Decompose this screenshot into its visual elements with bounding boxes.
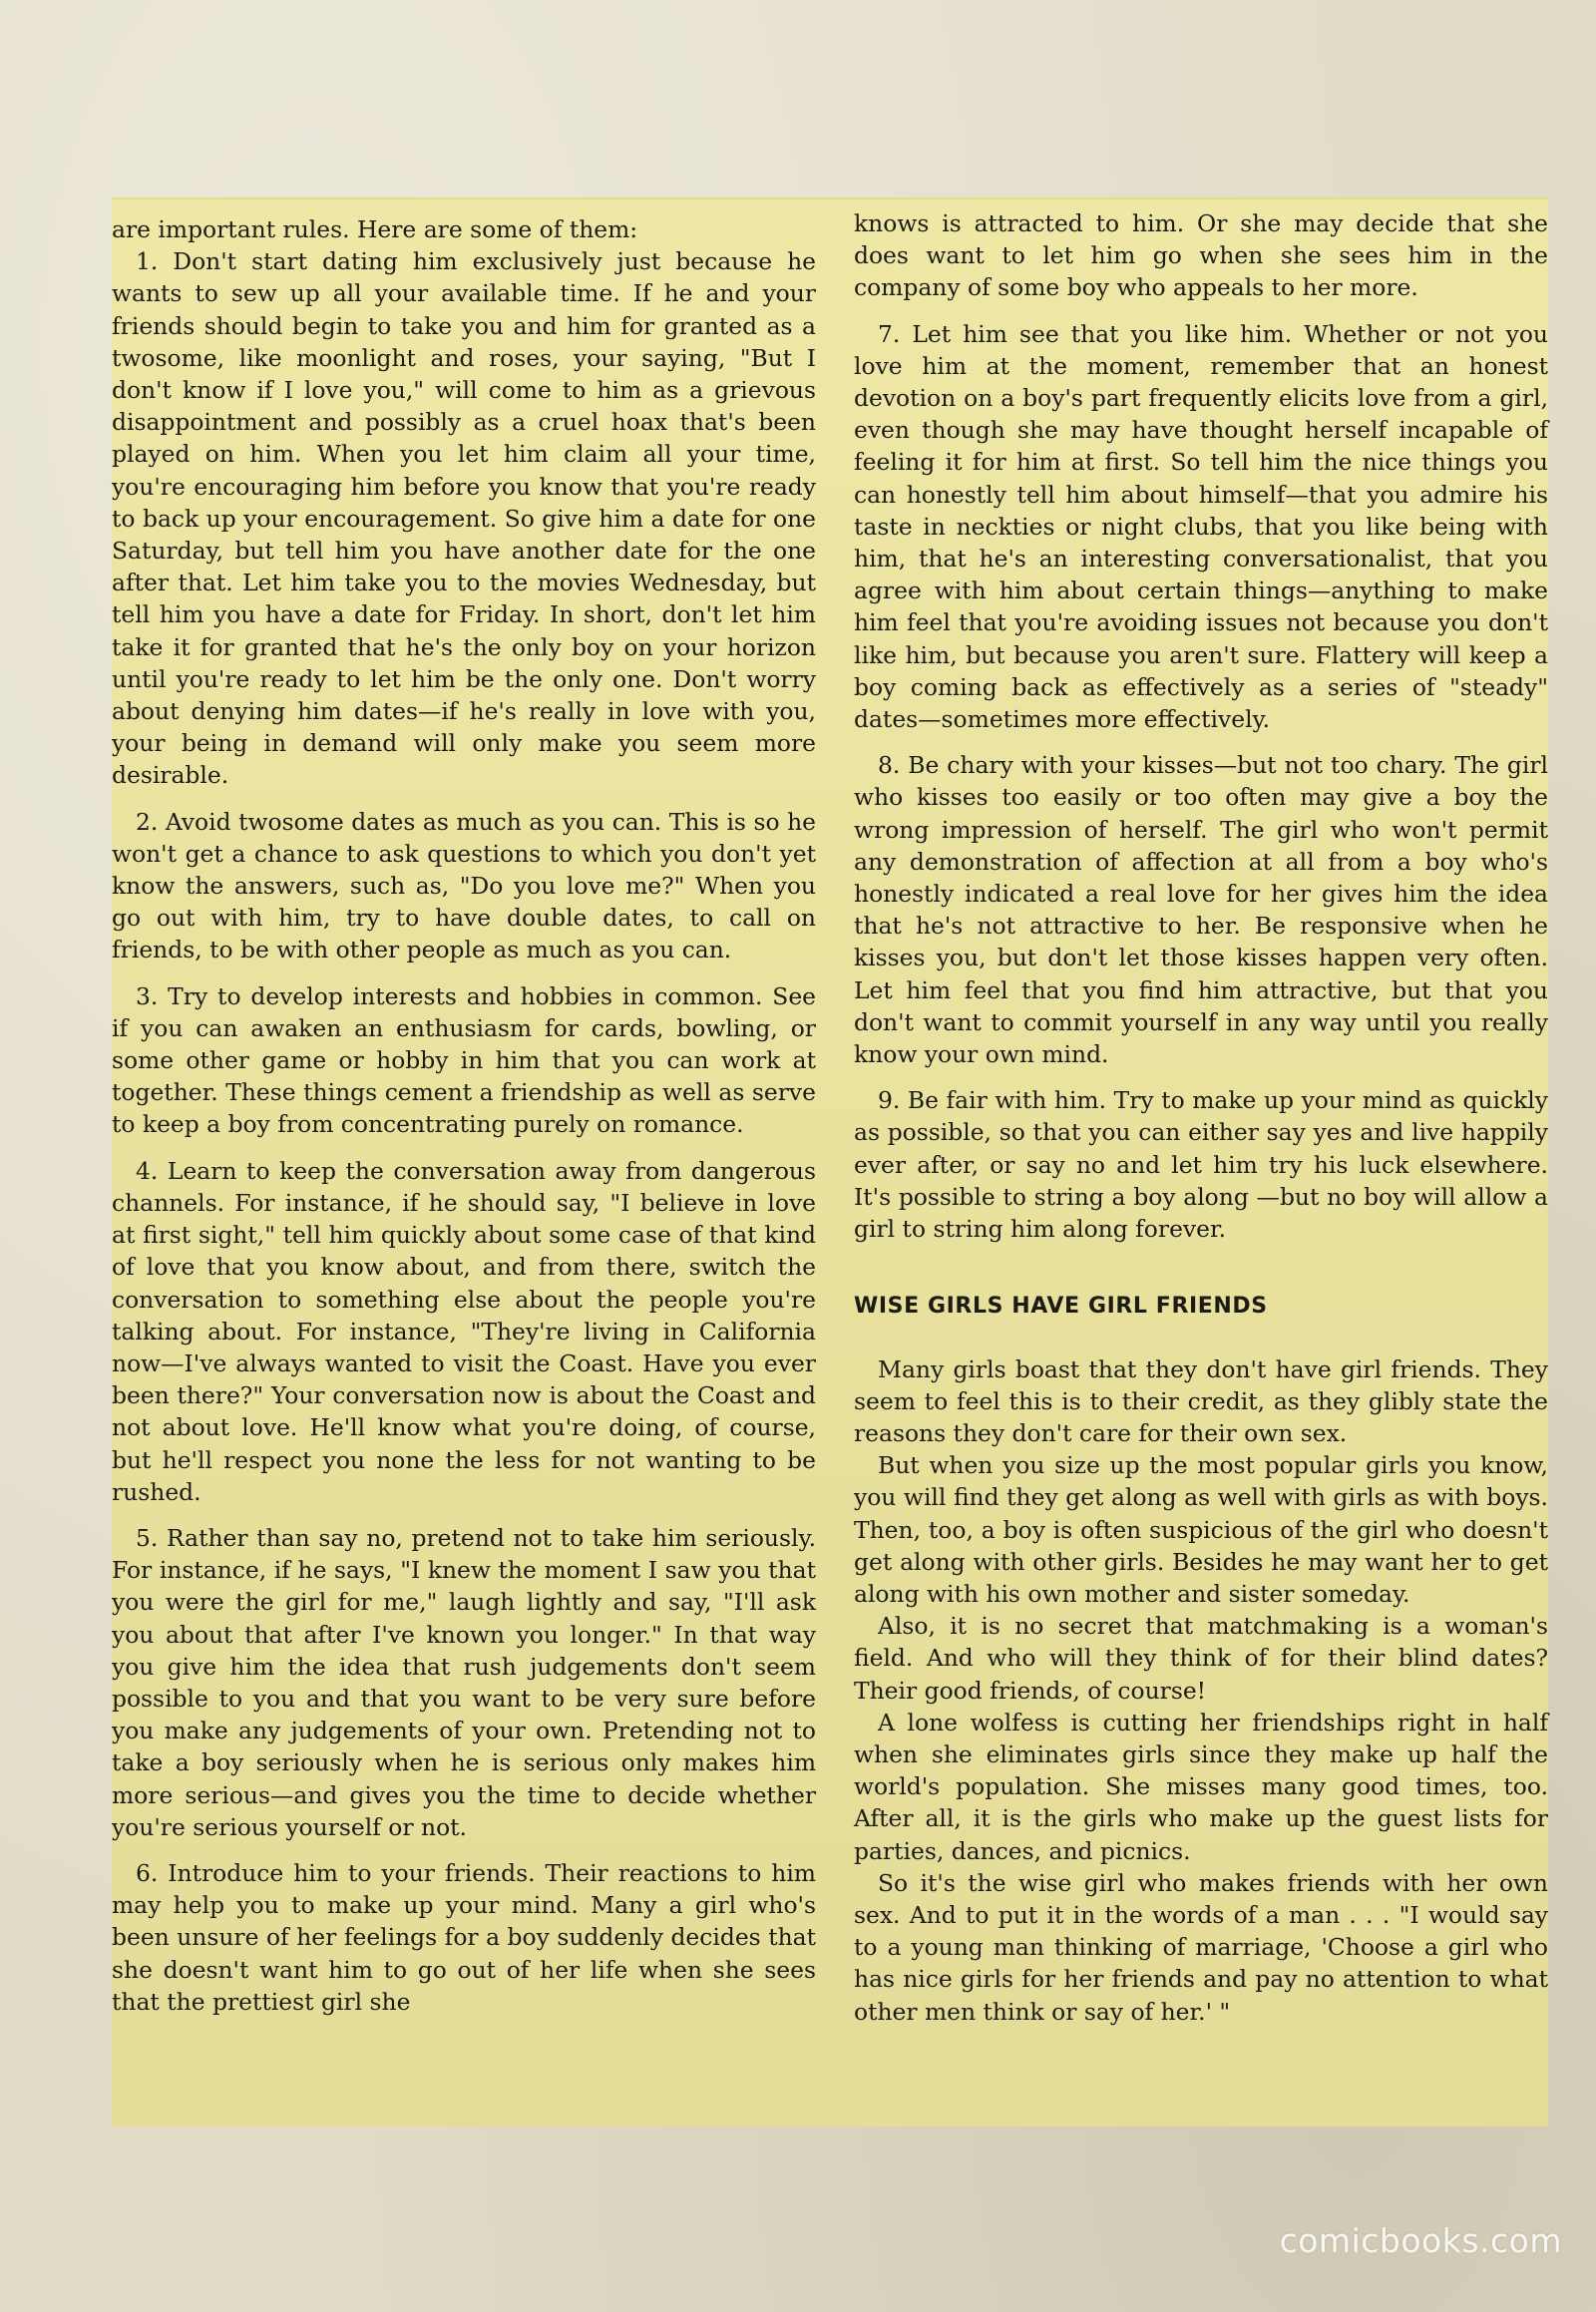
section-paragraph-2: But when you size up the most popular girls you know, you will find they get along as well with girls as with boys. Then, too, a boy is often suspicious of the girl who doesn't get along with other girls. Besides he may want her to get along with his own mother and sister someday.: [854, 1451, 1548, 1608]
rule-3: 3. Try to develop interests and hobbies in common. See if you can awaken an enthusiasm for cards, bowling, or some other game or hobby in him that you can work at together. These things cement a friendship as well as serve to keep a boy from concentrating purely on romance.: [112, 981, 816, 1139]
intro-line: are important rules. Here are some of them:: [112, 215, 638, 243]
rule-1: 1. Don't start dating him exclusively just because he wants to sew up all your available time. If he and your friends should begin to take you and him for granted as a twosome, like moonlight and roses, your saying, "But I don't know if I love you," will come to him as a grievous disappointment and possibly as a cruel hoax that's been played on him. When you let him claim all your time, you're encouraging him before you know that you're ready to back up your encouragement. So give him a date for one Saturday, but tell him you have another date for the one after that. Let him take you to the movies Wednesday, but tell him you have a date for Friday. In short, don't let him take it for granted that he's the only boy on your horizon until you're ready to let him be the only one. Don't worry about denying him dates—if he's really in love with you, your being in demand will only make you seem more desirable.: [112, 247, 816, 790]
rule-9: 9. Be fair with him. Try to make up your mind as quickly as possible, so that you can either say yes and live happily ever after, or say no and let him try his luck elsewhere. It's possible to string a boy along —but no boy will allow a girl to string him along forever.: [854, 1086, 1548, 1244]
rule-6-continuation: knows is attracted to him. Or she may decide that she does want to let him go when she sees him in the company of some boy who appeals to her more.: [854, 209, 1548, 302]
article-text-panel: [112, 197, 1548, 2126]
rule-7: 7. Let him see that you like him. Whether or not you love him at the moment, remember that an honest devotion on a boy's part frequently elicits love from a girl, even though she may have thought herself incapable of feeling it for him at first. So tell him the nice things you can honestly tell him about himself—that you admire his taste in neckties or night clubs, that you like being with him, that he's an interesting conversationalist, that you agree with him about certain things—anything to make him feel that you're avoiding issues not because you don't like him, but because you aren't sure. Flattery will keep a boy coming back as effectively as a series of "steady" dates—sometimes more effectively.: [854, 319, 1548, 734]
rule-5: 5. Rather than say no, pretend not to take him seriously. For instance, if he says, "I knew the moment I saw you that you were the girl for me," laugh lightly and say, "I'll ask you about that after I've known you longer." In that way you give him the idea that rush judgements don't seem possible to you and that you want to be very sure before you make any judgements of your own. Pretending not to take a boy seriously when he is serious only makes him more serious—and gives you the time to decide whether you're serious yourself or not.: [112, 1523, 816, 1841]
watermark: comicbooks.com: [1279, 2221, 1562, 2260]
section-paragraph-3: Also, it is no secret that matchmaking is a woman's field. And who will they think of for their blind dates? Their good friends, of course!: [854, 1612, 1548, 1705]
section-paragraph-5: So it's the wise girl who makes friends with her own sex. And to put it in the words of a man . . . "I would say to a young man thinking of marriage, 'Choose a girl who has nice girls for her friends and pay no attention to what other men think or say of her.' ": [854, 1868, 1548, 2026]
rule-2: 2. Avoid twosome dates as much as you can. This is so he won't get a chance to ask questions to which you don't yet know the answers, such as, "Do you love me?" When you go out with him, try to have double dates, to call on friends, to be with other people as much as you can.: [112, 807, 816, 964]
rule-8: 8. Be chary with your kisses—but not too chary. The girl who kisses too easily or too often may give a boy the wrong impression of herself. The girl who won't permit any demonstration of affection at all from a boy who's honestly indicated a real love for her gives him the idea that he's not attractive to her. Be responsive when he kisses you, but don't let those kisses happen very often. Let him feel that you find him attractive, but that you don't want to commit yourself in any way until you really know your own mind.: [854, 751, 1548, 1069]
section-heading: WISE GIRLS HAVE GIRL FRIENDS: [854, 1294, 1268, 1320]
right-column: [854, 207, 1548, 2028]
left-column: [112, 213, 816, 2018]
section-paragraph-1: Many girls boast that they don't have girl friends. They seem to feel this is to their credit, as they glibly state the reasons they don't care for their own sex.: [854, 1354, 1548, 1447]
rule-6: 6. Introduce him to your friends. Their reactions to him may help you to make up your mind. Many a girl who's been unsure of her feelings for a boy suddenly decides that she doesn't want him to go out of her life when she sees that the prettiest girl she: [112, 1858, 816, 2016]
rule-4: 4. Learn to keep the conversation away from dangerous channels. For instance, if he should say, "I believe in love at first sight," tell him quickly about some case of that kind of love that you know about, and from there, switch the conversation to something else about the people you're talking about. For instance, "They're living in California now—I've always wanted to visit the Coast. Have you ever been there?" Your conversation now is about the Coast and not about love. He'll know what you're doing, of course, but he'll respect you none the less for not wanting to be rushed.: [112, 1156, 816, 1506]
section-paragraph-4: A lone wolfess is cutting her friendships right in half when she eliminates girls since they make up half the world's population. She misses many good times, too. After all, it is the girls who make up the guest lists for parties, dances, and picnics.: [854, 1708, 1548, 1865]
